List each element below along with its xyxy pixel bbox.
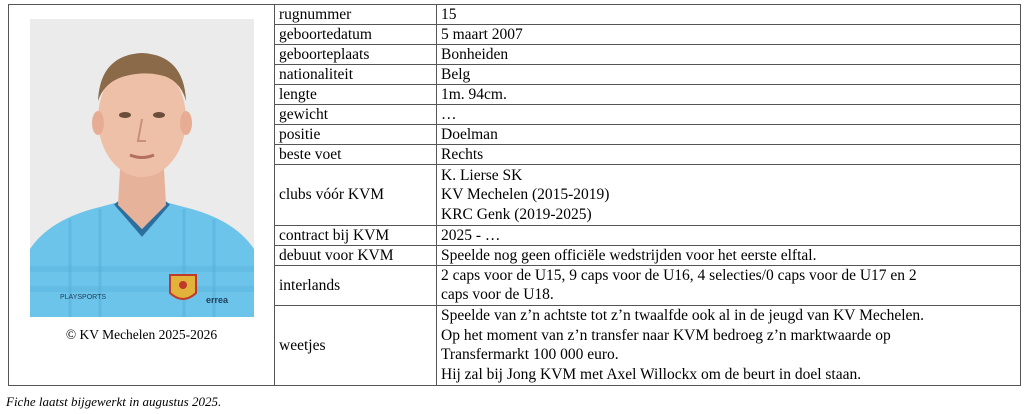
interlands-line: caps voor de U18.: [441, 286, 554, 304]
club-line: K. Lierse SK: [441, 166, 523, 184]
label-rugnummer: rugnummer: [275, 5, 437, 25]
weetje-line: Speelde van z’n achtste tot z’n twaalfde ook al in de jeugd van KV Mechelen.: [441, 307, 925, 325]
value-geboortedatum: 5 maart 2007: [437, 25, 1021, 45]
label-contract: contract bij KVM: [275, 225, 437, 245]
value-clubs: [437, 165, 1021, 225]
value-positie: Doelman: [437, 125, 1021, 145]
value-geboorteplaats: Bonheiden: [437, 45, 1021, 65]
player-photo: [30, 19, 254, 317]
player-fact-sheet: [8, 4, 1021, 386]
label-interlands: interlands: [275, 265, 437, 305]
player-photo-cell: [9, 5, 275, 386]
label-geboortedatum: geboortedatum: [275, 25, 437, 45]
value-weetjes: [437, 305, 1021, 385]
kit-brand-text: errea: [205, 295, 228, 305]
weetje-line: Op het moment van z’n transfer naar KVM bedroeg z’n marktwaarde op: [441, 326, 891, 344]
club-line: KRC Genk (2019-2025): [441, 205, 592, 223]
label-gewicht: gewicht: [275, 105, 437, 125]
label-nationaliteit: nationaliteit: [275, 65, 437, 85]
value-gewicht: …: [437, 105, 1021, 125]
player-portrait-image: [30, 19, 254, 317]
label-clubs: clubs vóór KVM: [275, 165, 437, 225]
weetje-line: Transfermarkt 100 000 euro.: [441, 346, 619, 364]
weetje-line: Hij zal bij Jong KVM met Axel Willockx om de beurt in doel staan.: [441, 365, 862, 383]
sponsor-text: PLAYSPORTS: [59, 294, 106, 301]
label-beste-voet: beste voet: [275, 145, 437, 165]
club-crest-icon: [170, 275, 196, 299]
footer-note: Fiche laatst bijgewerkt in augustus 2025.: [6, 394, 222, 409]
value-rugnummer: 15: [437, 5, 1021, 25]
value-debuut: Speelde nog geen officiële wedstrijden voor het eerste elftal.: [437, 245, 1021, 265]
club-line: KV Mechelen (2015-2019): [441, 186, 610, 204]
label-lengte: lengte: [275, 85, 437, 105]
interlands-line: 2 caps voor de U15, 9 caps voor de U16, 4 selecties/0 caps voor de U17 en 2: [441, 266, 917, 284]
value-interlands: [437, 265, 1021, 305]
value-beste-voet: Rechts: [437, 145, 1021, 165]
label-weetjes: weetjes: [275, 305, 437, 385]
value-nationaliteit: Belg: [437, 65, 1021, 85]
value-lengte: 1m. 94cm.: [437, 85, 1021, 105]
label-positie: positie: [275, 125, 437, 145]
value-contract: 2025 - …: [437, 225, 1021, 245]
label-geboorteplaats: geboorteplaats: [275, 45, 437, 65]
label-debuut: debuut voor KVM: [275, 245, 437, 265]
photo-credit: © KV Mechelen 2025-2026: [65, 327, 218, 342]
